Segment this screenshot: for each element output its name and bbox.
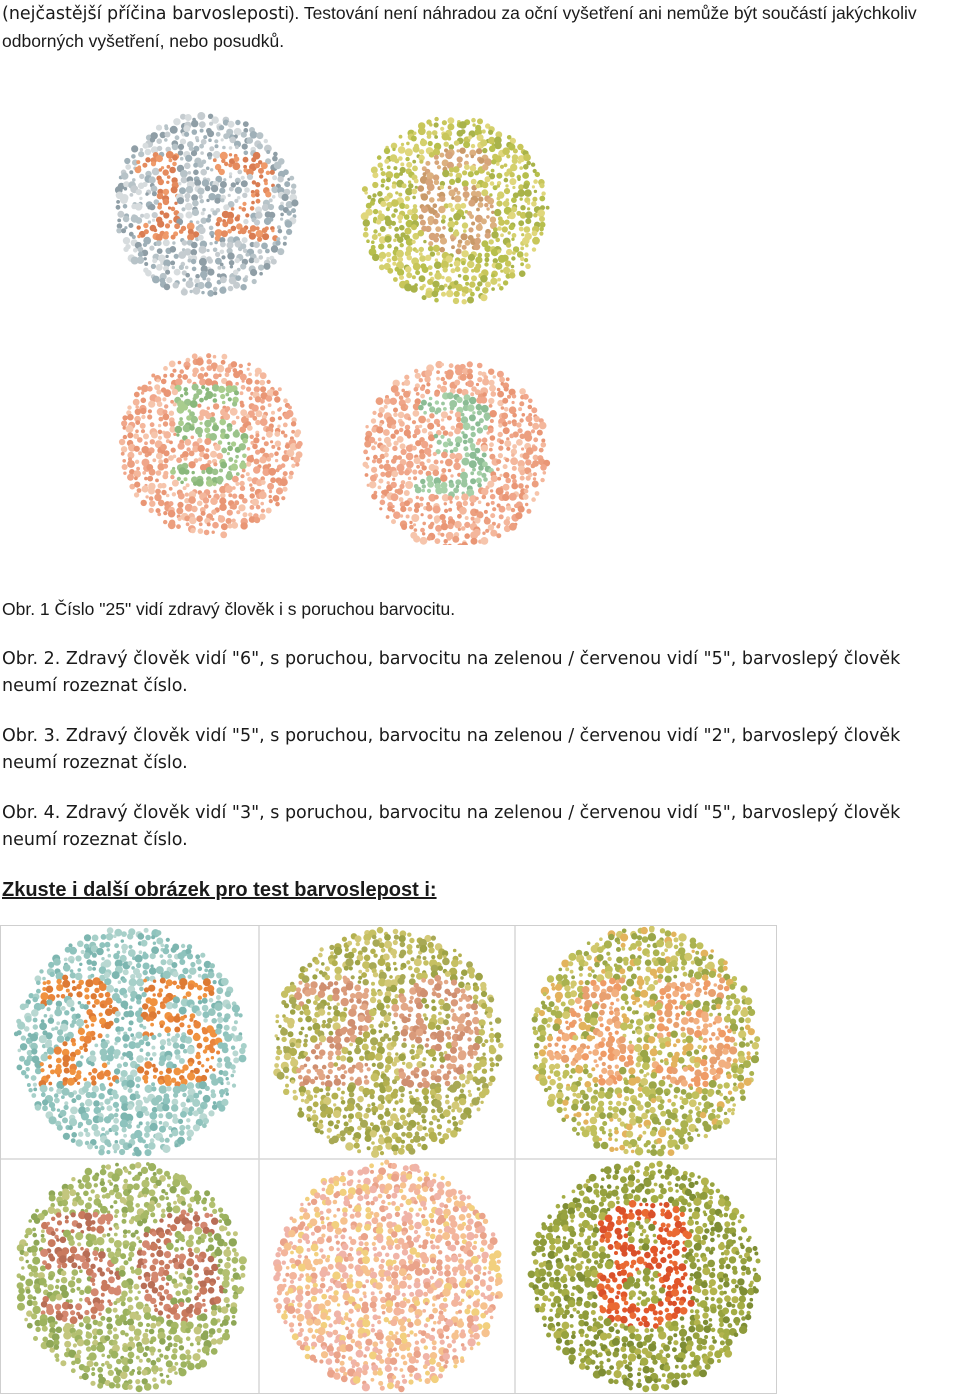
caption-1-text: Číslo "25" vidí zdravý člověk i s poruchou barvocitu.	[49, 599, 456, 619]
ishihara-plate	[14, 927, 247, 1156]
caption-3	[2, 723, 958, 777]
ishihara-plates-top-image	[100, 105, 560, 545]
ishihara-plate	[119, 353, 303, 538]
caption-2-text: Zdravý člověk vidí "6", s poruchou, barvocitu na zelenou / červenou vidí "5", barvoslepý člověk neumí rozeznat číslo.	[2, 649, 901, 696]
caption-3-text: Zdravý člověk vidí "5", s poruchou, barvocitu na zelenou / červenou vidí "2", barvoslepý člověk neumí rozeznat číslo.	[2, 726, 901, 773]
caption-4	[2, 800, 958, 854]
section-heading: Zkuste i další obrázek pro test barvoslepost i:	[2, 879, 437, 901]
ishihara-plates-top	[100, 105, 560, 545]
intro-prefix: (nejčastější příčina barvoslepost	[2, 4, 285, 24]
caption-4-text: Zdravý člověk vidí "3", s poruchou, barvocitu na zelenou / červenou vidí "5", barvoslepý člověk neumí rozeznat číslo.	[2, 803, 901, 850]
ishihara-plate	[532, 926, 761, 1156]
caption-1	[2, 596, 455, 623]
caption-2	[2, 646, 958, 700]
ishihara-plate	[115, 112, 299, 297]
intro-text: i). Testování není náhradou za oční vyšetření ani nemůže být součástí jakýchkoliv odborných vyšetření, nebo posudků.	[2, 3, 917, 51]
ishihara-plate	[363, 361, 551, 545]
ishihara-plate	[273, 1160, 503, 1393]
ishihara-plate	[273, 927, 503, 1158]
ishihara-plate	[17, 1162, 247, 1392]
caption-4-lead: Obr. 4.	[2, 803, 61, 823]
ishihara-plates-grid	[0, 925, 777, 1394]
caption-1-lead: Obr. 1	[2, 599, 50, 619]
ishihara-plate	[528, 1161, 762, 1393]
intro-paragraph	[2, 0, 958, 56]
ishihara-plate	[361, 117, 550, 305]
caption-3-lead: Obr. 3.	[2, 726, 61, 746]
caption-2-lead: Obr. 2.	[2, 649, 61, 669]
ishihara-plates-grid-image	[1, 926, 776, 1393]
